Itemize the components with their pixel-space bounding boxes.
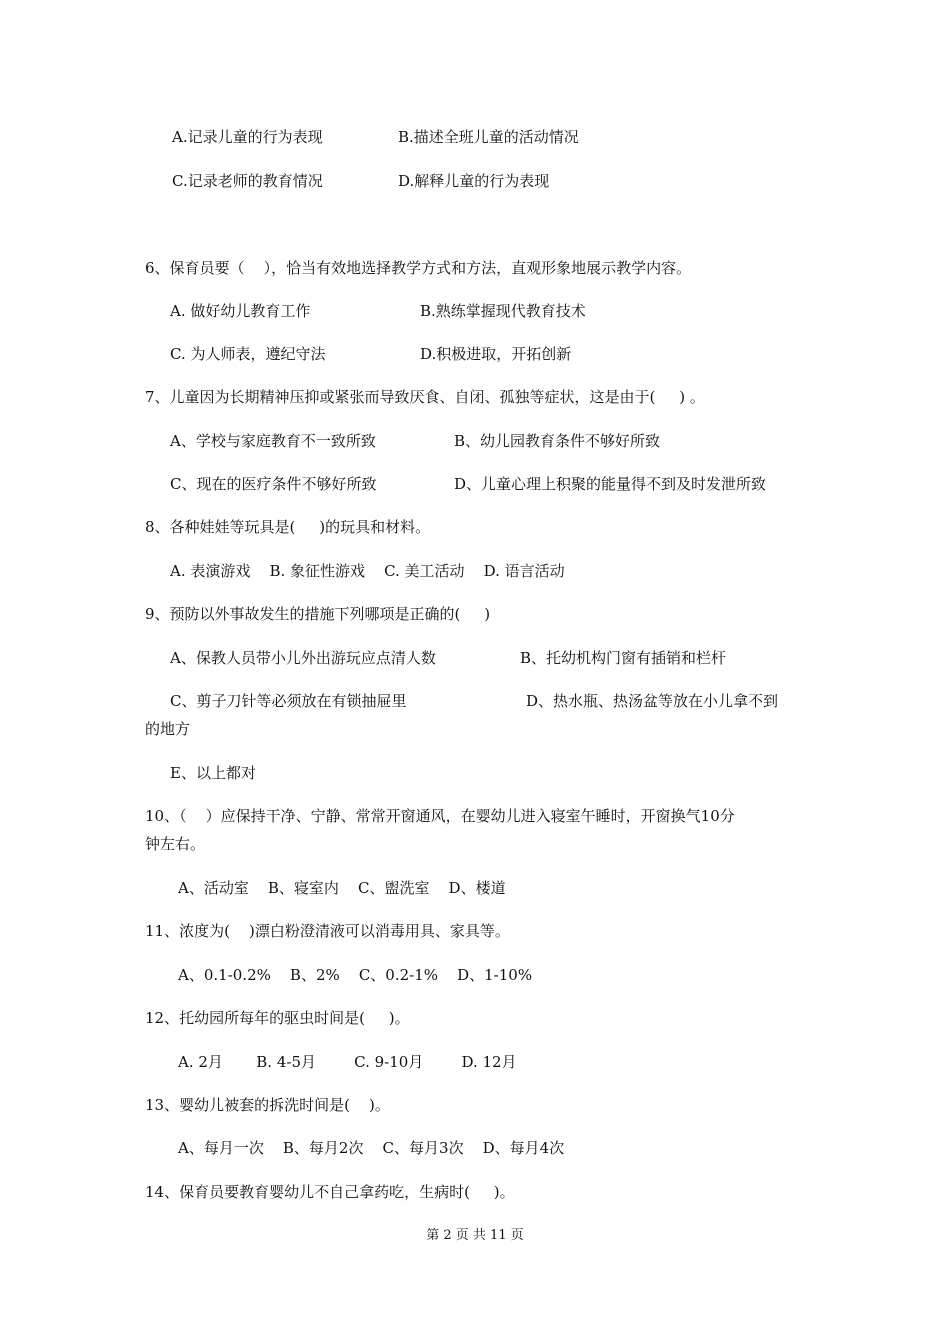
q13-options: A、每月一次 B、每月2次 C、每月3次 D、每月4次 (178, 1139, 565, 1157)
q9-option-e: E、以上都对 (170, 764, 256, 782)
q7-option-a: A、学校与家庭教育不一致所致 (170, 432, 376, 450)
q6-option-c: C. 为人师表，遵纪守法 (170, 345, 326, 363)
q5-option-c: C.记录老师的教育情况 (172, 172, 323, 190)
q12-options: A. 2月 B. 4-5月 C. 9-10月 D. 12月 (178, 1053, 517, 1071)
q13-question: 13、婴幼儿被套的拆洗时间是( )。 (145, 1096, 390, 1114)
q9-option-c: C、剪子刀针等必须放在有锁抽屉里 (170, 692, 407, 710)
q8-options: A. 表演游戏 B. 象征性游戏 C. 美工活动 D. 语言活动 (170, 562, 565, 580)
q5-option-a: A.记录儿童的行为表现 (172, 128, 323, 146)
q14-question: 14、保育员要教育婴幼儿不自己拿药吃，生病时( )。 (145, 1183, 515, 1201)
q10-question: 10、（ ）应保持干净、宁静、常常开窗通风，在婴幼儿进入寝室午睡时，开窗换气10分 (145, 807, 735, 825)
q9-question: 9、预防以外事故发生的措施下列哪项是正确的( ) (145, 605, 491, 623)
q11-options: A、0.1-0.2% B、2% C、0.2-1% D、1-10% (178, 966, 533, 984)
q10-options: A、活动室 B、寝室内 C、盥洗室 D、楼道 (178, 879, 506, 897)
q6-option-a: A. 做好幼儿教育工作 (170, 302, 311, 320)
q7-option-d: D、儿童心理上积聚的能量得不到及时发泄所致 (454, 475, 767, 493)
q6-question: 6、保育员要（ ），恰当有效地选择教学方式和方法，直观形象地展示教学内容。 (145, 259, 692, 277)
q10-question-continued: 钟左右。 (145, 835, 206, 853)
q9-option-d-continued: 的地方 (145, 720, 191, 738)
q9-option-a: A、保教人员带小儿外出游玩应点清人数 (170, 649, 436, 667)
q5-option-b: B.描述全班儿童的活动情况 (398, 128, 579, 146)
q7-question: 7、儿童因为长期精神压抑或紧张而导致厌食、自闭、孤独等症状，这是由于( ) 。 (145, 388, 705, 406)
q5-option-d: D.解释儿童的行为表现 (398, 172, 550, 190)
page-footer: 第 2 页 共 11 页 (426, 1228, 524, 1243)
q7-option-b: B、幼儿园教育条件不够好所致 (454, 432, 661, 450)
q9-option-d: D、热水瓶、热汤盆等放在小儿拿不到 (526, 692, 779, 710)
q12-question: 12、托幼园所每年的驱虫时间是( )。 (145, 1009, 410, 1027)
q9-option-b: B、托幼机构门窗有插销和栏杆 (520, 649, 727, 667)
q11-question: 11、浓度为( )漂白粉澄清液可以消毒用具、家具等。 (145, 922, 510, 940)
q7-option-c: C、现在的医疗条件不够好所致 (170, 475, 377, 493)
q6-option-d: D.积极进取，开拓创新 (420, 345, 572, 363)
q8-question: 8、各种娃娃等玩具是( )的玩具和材料。 (145, 518, 431, 536)
q6-option-b: B.熟练掌握现代教育技术 (420, 302, 586, 320)
